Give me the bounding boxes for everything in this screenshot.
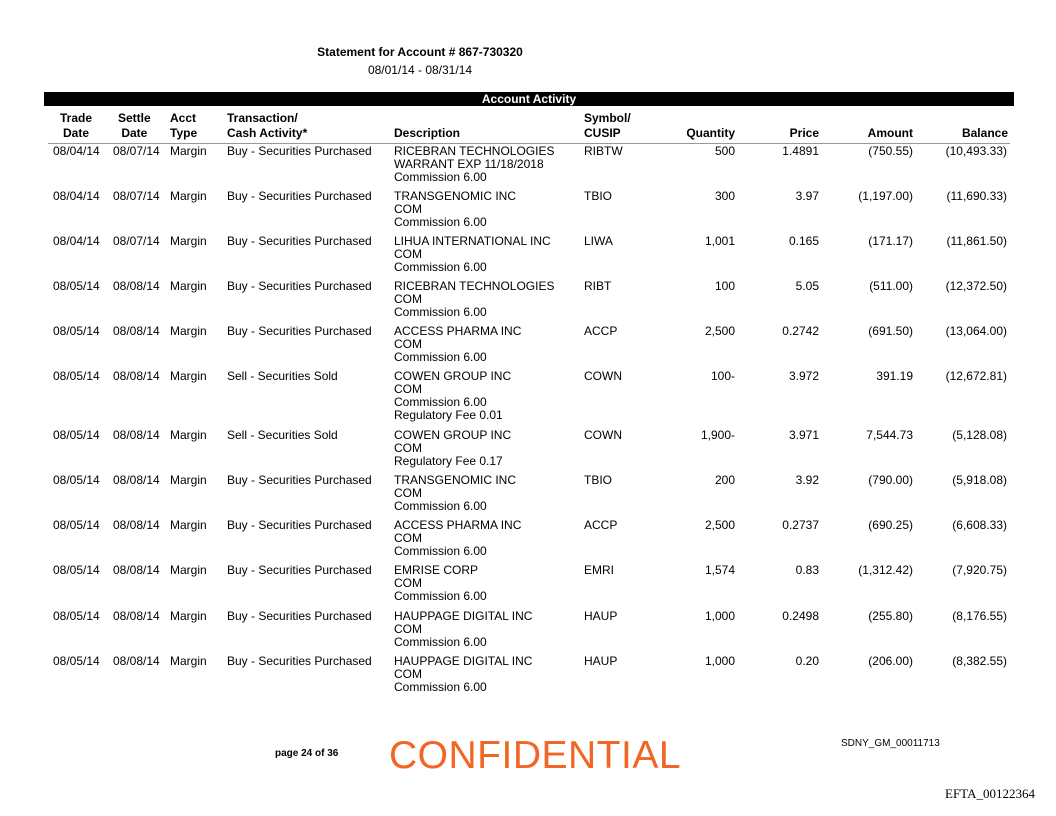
balance-cell: (12,672.81) [945,369,1007,383]
description-line: HAUPPAGE DIGITAL INC [394,609,533,623]
transaction-cell: Sell - Securities Sold [227,428,338,442]
quantity-cell: 100- [710,369,735,383]
description-cell [394,280,554,319]
column-header-line: Date [63,126,90,140]
settle-date-cell: 08/08/14 [113,279,160,293]
price-cell: 0.20 [795,654,819,668]
acct-type-cell: Margin [170,189,207,203]
efta-number: EFTA_00122364 [945,786,1035,801]
transaction-cell: Buy - Securities Purchased [227,609,372,623]
description-line: COWEN GROUP INC [394,428,512,442]
trade-date-cell: 08/05/14 [53,324,100,338]
symbol-cell: RIBTW [584,144,623,158]
description-line: Commission 6.00 [394,215,487,229]
balance-cell: (11,690.33) [946,189,1007,203]
description-line: HAUPPAGE DIGITAL INC [394,654,533,668]
column-header-line: Symbol/ [584,111,631,125]
table-row [0,235,1056,280]
balance-cell: (8,176.55) [952,609,1007,623]
transaction-cell: Buy - Securities Purchased [227,189,372,203]
trade-date-cell: 08/05/14 [53,609,100,623]
price-cell: 0.2498 [782,609,819,623]
table-row [0,429,1056,474]
settle-date-cell: 08/08/14 [113,654,160,668]
description-line: WARRANT EXP 11/18/2018 [394,157,544,171]
column-header-line: Type [170,126,198,140]
symbol-cell: ACCP [584,324,618,338]
settle-date-cell: 08/07/14 [113,234,160,248]
amount-cell: (690.25) [868,518,913,532]
amount-cell: (790.00) [868,473,913,487]
quantity-cell: 2,500 [704,324,735,338]
amount-cell: (1,197.00) [858,189,913,203]
price-cell: 1.4891 [782,144,819,158]
quantity-cell: 200 [714,473,735,487]
amount-cell: (206.00) [868,654,913,668]
table-row [0,519,1056,564]
price-cell: 5.05 [795,279,819,293]
column-header-description: Description [394,126,461,140]
column-header-amount: Amount [867,126,913,140]
transaction-cell: Buy - Securities Purchased [227,654,372,668]
description-line: Commission 6.00 [394,305,487,319]
column-header-acct-type [170,111,197,141]
description-line: EMRISE CORP [394,563,479,577]
transaction-cell: Buy - Securities Purchased [227,518,372,532]
column-header-quantity: Quantity [686,126,735,140]
trade-date-cell: 08/05/14 [53,473,100,487]
acct-type-cell: Margin [170,279,207,293]
acct-type-cell: Margin [170,324,207,338]
description-line: Regulatory Fee 0.01 [394,408,503,422]
symbol-cell: ACCP [584,518,618,532]
description-cell [394,564,487,603]
balance-cell: (5,128.08) [952,428,1007,442]
description-cell [394,429,511,468]
page-number: page 24 of 36 [275,748,339,759]
description-cell [394,370,511,422]
bates-number: SDNY_GM_00011713 [841,738,940,749]
description-line: COM [394,382,422,396]
price-cell: 3.92 [795,473,819,487]
description-line: COM [394,292,422,306]
description-line: LIHUA INTERNATIONAL INC [394,234,551,248]
acct-type-cell: Margin [170,234,207,248]
description-line: ACCESS PHARMA INC [394,324,522,338]
settle-date-cell: 08/08/14 [113,563,160,577]
trade-date-cell: 08/05/14 [53,518,100,532]
settle-date-cell: 08/08/14 [113,609,160,623]
transaction-cell: Buy - Securities Purchased [227,563,372,577]
table-row [0,325,1056,370]
description-cell [394,325,521,364]
quantity-cell: 1,574 [704,563,735,577]
description-line: TRANSGENOMIC INC [394,189,517,203]
description-line: TRANSGENOMIC INC [394,473,517,487]
description-line: COM [394,667,422,681]
quantity-cell: 1,001 [704,234,735,248]
column-header-line: Acct [170,111,197,125]
description-line: Commission 6.00 [394,260,487,274]
column-header-price: Price [789,126,819,140]
description-line: COM [394,247,422,261]
description-line: COM [394,622,422,636]
balance-cell: (8,382.55) [952,654,1007,668]
acct-type-cell: Margin [170,609,207,623]
table-row [0,190,1056,235]
symbol-cell: RIBT [584,279,612,293]
column-header-line: Date [121,126,148,140]
symbol-cell: EMRI [584,563,614,577]
balance-cell: (11,861.50) [946,234,1007,248]
amount-cell: (691.50) [868,324,913,338]
amount-cell: 7,544.73 [866,428,913,442]
activity-rows [0,145,1056,700]
column-header-balance: Balance [961,126,1008,140]
symbol-cell: COWN [584,369,622,383]
section-header-bar: Account Activity [44,92,1014,106]
acct-type-cell: Margin [170,428,207,442]
column-header-line: CUSIP [584,126,621,140]
table-row [0,474,1056,519]
description-line: ACCESS PHARMA INC [394,518,522,532]
description-line: Commission 6.00 [394,170,487,184]
amount-cell: (1,312.42) [858,563,913,577]
settle-date-cell: 08/08/14 [113,473,160,487]
description-line: COWEN GROUP INC [394,369,512,383]
amount-cell: 391.19 [876,369,913,383]
statement-title: Statement for Account # 867-730320 [317,45,523,59]
description-cell [394,145,554,184]
transaction-cell: Buy - Securities Purchased [227,324,372,338]
description-cell [394,519,521,558]
settle-date-cell: 08/07/14 [113,144,160,158]
quantity-cell: 1,900- [700,428,735,442]
transaction-cell: Buy - Securities Purchased [227,144,372,158]
settle-date-cell: 08/08/14 [113,428,160,442]
symbol-cell: TBIO [584,189,613,203]
quantity-cell: 100 [714,279,735,293]
description-line: COM [394,576,422,590]
description-cell [394,190,516,229]
table-row [0,655,1056,700]
settle-date-cell: 08/07/14 [113,189,160,203]
quantity-cell: 1,000 [704,654,735,668]
description-line: Commission 6.00 [394,499,487,513]
description-line: COM [394,531,422,545]
description-cell [394,235,551,274]
balance-cell: (7,920.75) [952,563,1007,577]
table-row [0,145,1056,190]
settle-date-cell: 08/08/14 [113,518,160,532]
column-header-symbol [584,111,631,141]
description-line: Commission 6.00 [394,544,487,558]
balance-cell: (10,493.33) [945,144,1007,158]
transaction-cell: Buy - Securities Purchased [227,473,372,487]
description-line: COM [394,441,422,455]
column-header-line: Trade [60,111,93,125]
acct-type-cell: Margin [170,563,207,577]
description-line: RICEBRAN TECHNOLOGIES [394,279,555,293]
confidential-stamp: CONFIDENTIAL [389,734,682,777]
quantity-cell: 300 [714,189,735,203]
trade-date-cell: 08/04/14 [53,144,100,158]
quantity-cell: 2,500 [704,518,735,532]
symbol-cell: HAUP [584,609,618,623]
quantity-cell: 1,000 [704,609,735,623]
description-line: COM [394,337,422,351]
description-line: Commission 6.00 [394,350,487,364]
statement-period: 08/01/14 - 08/31/14 [367,63,473,77]
acct-type-cell: Margin [170,654,207,668]
acct-type-cell: Margin [170,369,207,383]
balance-cell: (12,372.50) [945,279,1007,293]
transaction-cell: Buy - Securities Purchased [227,234,372,248]
trade-date-cell: 08/05/14 [53,654,100,668]
description-line: Commission 6.00 [394,589,487,603]
amount-cell: (511.00) [869,279,913,293]
balance-cell: (13,064.00) [945,324,1007,338]
price-cell: 0.2737 [782,518,819,532]
amount-cell: (171.17) [868,234,913,248]
symbol-cell: LIWA [584,234,613,248]
trade-date-cell: 08/04/14 [53,189,100,203]
description-line: COM [394,486,422,500]
description-line: Commission 6.00 [394,635,487,649]
description-line: Regulatory Fee 0.17 [394,454,503,468]
price-cell: 3.972 [788,369,819,383]
acct-type-cell: Margin [170,144,207,158]
description-line: RICEBRAN TECHNOLOGIES [394,144,555,158]
table-row [0,370,1056,429]
price-cell: 3.97 [795,189,819,203]
table-row [0,564,1056,610]
description-line: Commission 6.00 [394,680,487,694]
price-cell: 0.83 [795,563,819,577]
symbol-cell: COWN [584,428,622,442]
acct-type-cell: Margin [170,473,207,487]
column-header-settle-date [118,111,151,141]
amount-cell: (255.80) [868,609,913,623]
table-row [0,280,1056,325]
trade-date-cell: 08/05/14 [53,428,100,442]
price-cell: 0.165 [788,234,819,248]
trade-date-cell: 08/05/14 [53,563,100,577]
trade-date-cell: 08/05/14 [53,369,100,383]
settle-date-cell: 08/08/14 [113,369,160,383]
table-row [0,610,1056,655]
description-cell [394,655,532,694]
price-cell: 3.971 [788,428,819,442]
transaction-cell: Sell - Securities Sold [227,369,338,383]
balance-cell: (5,918.08) [952,473,1007,487]
symbol-cell: TBIO [584,473,613,487]
trade-date-cell: 08/05/14 [53,279,100,293]
quantity-cell: 500 [714,144,735,158]
description-cell [394,474,516,513]
acct-type-cell: Margin [170,518,207,532]
settle-date-cell: 08/08/14 [113,324,160,338]
transaction-cell: Buy - Securities Purchased [227,279,372,293]
trade-date-cell: 08/04/14 [53,234,100,248]
balance-cell: (6,608.33) [952,518,1007,532]
description-line: Commission 6.00 [394,395,487,409]
symbol-cell: HAUP [584,654,618,668]
column-header-transaction [227,111,307,141]
price-cell: 0.2742 [782,324,819,338]
column-header-line: Transaction/ [227,111,298,125]
column-header-line: Settle [118,111,151,125]
column-header-line: Cash Activity* [227,126,308,140]
column-header-trade-date [60,111,92,141]
description-cell [394,610,532,649]
amount-cell: (750.55) [868,144,913,158]
description-line: COM [394,202,422,216]
